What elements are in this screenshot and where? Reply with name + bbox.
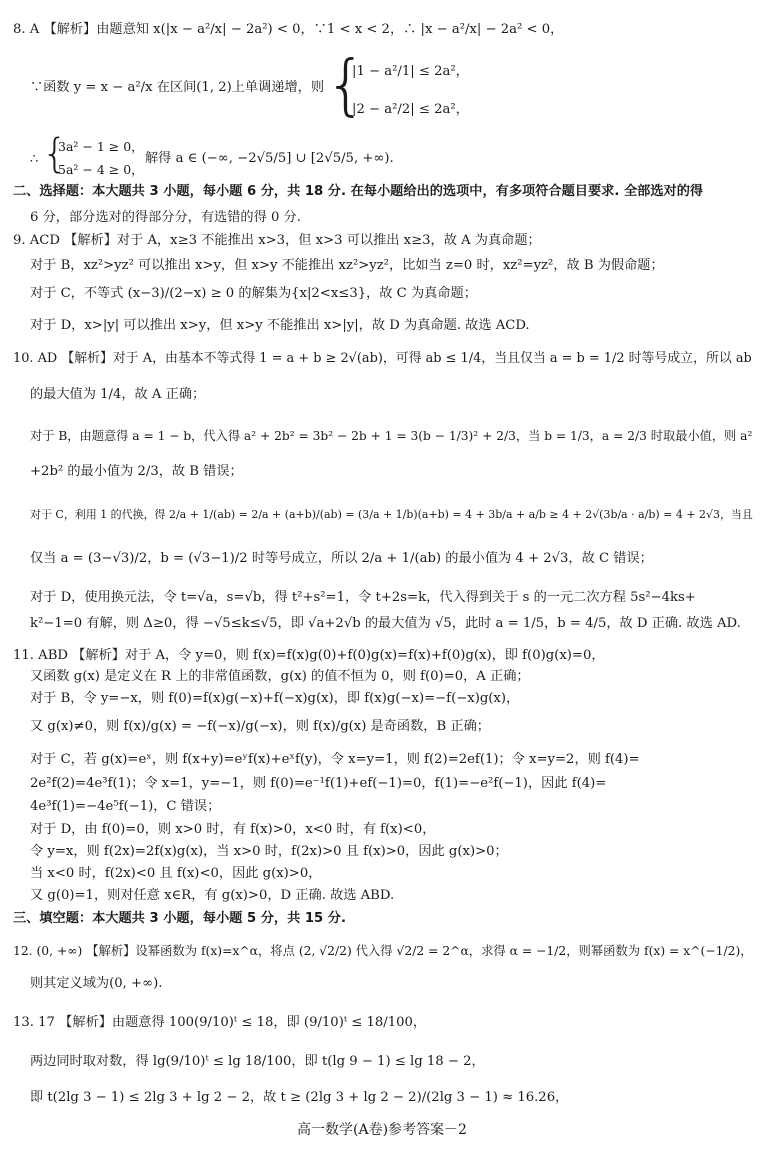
section-3-heading: 三、填空题：本大题共 3 小题，每小题 5 分，共 15 分.: [13, 911, 347, 926]
q9-line-3: 对于 C，不等式 (x−3)/(2−x) ≥ 0 的解集为{x|2<x≤3}，故 C 为真命题；: [30, 286, 477, 301]
q8-therefore: ∴: [30, 152, 39, 167]
q10-line-4: +2b² 的最小值为 2/3，故 B 错误；: [30, 464, 243, 479]
q12-line-1: 12. (0, +∞) 【解析】设幂函数为 f(x)=x^α，将点 (2, √2/2) 代入得 √2/2 = 2^α，求得 α = −1/2，则幂函数为 f(x) = x^(−1/2)，: [13, 944, 753, 958]
q11-line-9: 令 y=x，则 f(2x)=2f(x)g(x)，当 x>0 时，f(2x)>0 且 f(x)>0，因此 g(x)>0；: [30, 844, 508, 859]
q10-line-5: 对于 C，利用 1 的代换，得 2/a + 1/(ab) = 2/a + (a+b)/(ab) = (3/a + 1/b)(a+b) = 4 + 3b/a + a/b ≥ 4 + 2√(3b/a · a/b) = 4 + 2√3，当且: [30, 508, 753, 521]
q8-line-1: 8. A 【解析】由题意知 x(|x − a²/x| − 2a²) < 0，∵1 < x < 2，∴ |x − a²/x| − 2a² < 0，: [13, 22, 564, 37]
q9-line-4: 对于 D，x>|y| 可以推出 x>y，但 x>y 不能推出 x>|y|，故 D 为真命题. 故选 ACD.: [30, 318, 530, 333]
q9-line-1: 9. ACD 【解析】对于 A，x≥3 不能推出 x>3，但 x>3 可以推出 x≥3，故 A 为真命题；: [13, 233, 541, 248]
q10-line-2: 的最大值为 1/4，故 A 正确；: [30, 387, 206, 402]
q11-line-11: 又 g(0)=1，则对任意 x∈R，有 g(x)>0，D 正确. 故选 ABD.: [30, 888, 395, 903]
q8-system-brace: {: [325, 46, 367, 123]
q10-line-6: 仅当 a = (3−√3)/2，b = (√3−1)/2 时等号成立，所以 2/a + 1/(ab) 的最小值为 4 + 2√3，故 C 错误；: [30, 551, 653, 566]
page-footer: 高一数学(A卷)参考答案－2: [297, 1122, 467, 1138]
section-2-heading-cont: 6 分，部分选对的得部分分，有选错的得 0 分.: [30, 210, 301, 225]
q8-solution: 解得 a ∈ (−∞, −2√5/5] ∪ [2√5/5, +∞).: [145, 151, 394, 166]
q11-line-1: 11. ABD 【解析】对于 A，令 y=0，则 f(x)=f(x)g(0)+f(0)g(x)=f(x)+f(0)g(x)，即 f(0)g(x)=0，: [13, 648, 605, 663]
q11-line-7: 4e³f(1)=−4e⁵f(−1)，C 错误；: [30, 799, 221, 814]
q11-line-3: 对于 B，令 y=−x，则 f(0)=f(x)g(−x)+f(−x)g(x)，即 f(x)g(−x)=−f(−x)g(x)，: [30, 691, 520, 706]
q11-line-10: 当 x<0 时，f(2x)<0 且 f(x)<0，因此 g(x)>0，: [30, 866, 322, 881]
q9-line-2: 对于 B，xz²>yz² 可以推出 x>y，但 x>y 不能推出 xz²>yz²，比如当 z=0 时，xz²=yz²，故 B 为假命题；: [30, 258, 664, 273]
q13-line-1: 13. 17 【解析】由题意得 100(9/10)ᵗ ≤ 18，即 (9/10)ᵗ ≤ 18/100，: [13, 1015, 427, 1030]
q8-condition-2: |2 − a²/2| ≤ 2a²，: [352, 102, 469, 117]
q13-line-3: 即 t(2lg 3 − 1) ≤ 2lg 3 + lg 2 − 2，故 t ≥ (2lg 3 + lg 2 − 2)/(2lg 3 − 1) ≈ 16.26，: [30, 1090, 569, 1105]
q10-line-8: k²−1=0 有解，则 Δ≥0，得 −√5≤k≤√5，即 √a+2√b 的最大值为 √5，此时 a = 1/5，b = 4/5，故 D 正确. 故选 AD.: [30, 616, 741, 631]
q10-line-1: 10. AD 【解析】对于 A，由基本不等式得 1 = a + b ≥ 2√(ab)，可得 ab ≤ 1/4，当且仅当 a = b = 1/2 时等号成立，所以 ab: [13, 351, 752, 366]
q8-system-brace-2: {: [42, 131, 68, 177]
q11-line-5: 对于 C，若 g(x)=eˣ，则 f(x+y)=eʸf(x)+eˣf(y)，令 x=y=1，则 f(2)=2ef(1)；令 x=y=2，则 f(4)=: [30, 752, 640, 767]
q8-ineq-2: 5a² − 4 ≥ 0，: [58, 162, 144, 177]
q11-line-4: 又 g(x)≠0，则 f(x)/g(x) = −f(−x)/g(−x)，则 f(x)/g(x) 是奇函数，B 正确；: [30, 719, 490, 734]
q12-line-2: 则其定义域为(0, +∞).: [30, 976, 163, 991]
q11-line-6: 2e²f(2)=4e³f(1)；令 x=1，y=−1，则 f(0)=e⁻¹f(1)+ef(−1)=0，f(1)=−e²f(−1)，因此 f(4)=: [30, 776, 607, 791]
q11-line-8: 对于 D，由 f(0)=0，则 x>0 时，有 f(x)>0，x<0 时，有 f(x)<0，: [30, 822, 436, 837]
q8-line-2: ∵函数 y = x − a²/x 在区间(1, 2)上单调递增，则: [30, 80, 325, 95]
q8-condition-1: |1 − a²/1| ≤ 2a²，: [352, 64, 469, 79]
q10-line-7: 对于 D，使用换元法，令 t=√a，s=√b，得 t²+s²=1，令 t+2s=k，代入得到关于 s 的一元二次方程 5s²−4ks+: [30, 590, 696, 605]
q8-ineq-1: 3a² − 1 ≥ 0，: [58, 139, 144, 154]
q11-line-2: 又函数 g(x) 是定义在 R 上的非常值函数，g(x) 的值不恒为 0，则 f(0)=0，A 正确；: [30, 669, 530, 684]
section-2-heading: 二、选择题：本大题共 3 小题，每小题 6 分，共 18 分. 在每小题给出的选项中，有多项符合题目要求. 全部选对的得: [13, 184, 704, 199]
q10-line-3: 对于 B，由题意得 a = 1 − b，代入得 a² + 2b² = 3b² − 2b + 1 = 3(b − 1/3)² + 2/3，当 b = 1/3，a = 2/3 时取最小值，则 a²: [30, 429, 753, 443]
q13-line-2: 两边同时取对数，得 lg(9/10)ᵗ ≤ lg 18/100，即 t(lg 9 − 1) ≤ lg 18 − 2，: [30, 1054, 485, 1069]
